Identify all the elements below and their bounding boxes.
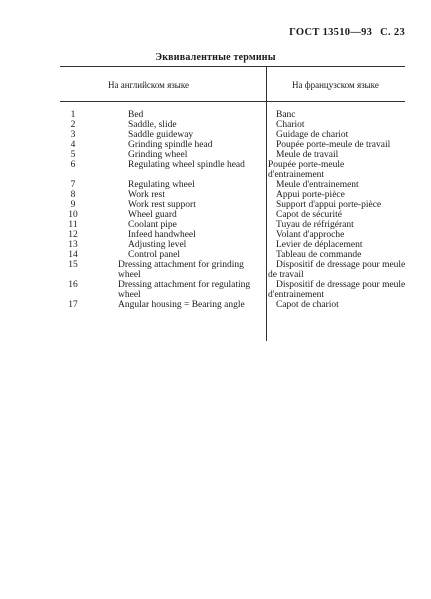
- term-english: Grinding spindle head: [128, 140, 213, 150]
- term-french: Poupée porte-meule de travail: [276, 140, 391, 150]
- row-number: 10: [68, 210, 78, 220]
- term-english: Dressing attachment for grinding wheel: [118, 260, 244, 280]
- column-header-english: На английском языке: [108, 80, 189, 90]
- term-english: Coolant pipe: [128, 220, 177, 230]
- term-english: Control panel: [128, 250, 180, 260]
- term-french: Dispositif de dressage pour meule d'entrainement: [268, 280, 406, 300]
- row-number: 14: [68, 250, 78, 260]
- row-number: 15: [68, 260, 78, 270]
- row-number: 5: [70, 150, 76, 160]
- row-number: 16: [68, 280, 78, 290]
- term-french: Tableau de commande: [276, 250, 362, 260]
- term-english: Wheel guard: [128, 210, 177, 220]
- section-title: Эквивалентные термины: [155, 52, 276, 63]
- term-french: Poupée porte-meule d'entrainement: [268, 160, 345, 180]
- row-number: 4: [70, 140, 76, 150]
- table-top-rule: [60, 66, 405, 67]
- term-english: Adjusting level: [128, 240, 187, 250]
- term-french: Tuyau de réfrigérant: [276, 220, 354, 230]
- term-french: Meule de travail: [276, 150, 339, 160]
- term-french: Support d'appui porte-pièce: [276, 200, 382, 210]
- term-french: Meule d'entrainement: [276, 180, 359, 190]
- term-english: Angular housing = Bearing angle: [118, 300, 245, 310]
- row-number: 2: [70, 120, 76, 130]
- page-header: [284, 27, 405, 38]
- column-header-french: На французском языке: [292, 80, 379, 90]
- term-english: Work rest: [128, 190, 165, 200]
- row-number: 12: [68, 230, 78, 240]
- row-number: 9: [70, 200, 76, 210]
- term-english: Dressing attachment for regulating wheel: [118, 280, 251, 300]
- row-number: 13: [68, 240, 78, 250]
- term-french: Appui porte-pièce: [276, 190, 345, 200]
- term-french: Capot de sécurité: [276, 210, 342, 220]
- term-french: Banc: [276, 110, 296, 120]
- table-header-rule: [60, 101, 405, 102]
- term-english: Bed: [128, 110, 144, 120]
- term-french: Guidage de chariot: [276, 130, 349, 140]
- term-english: Regulating wheel spindle head: [128, 160, 245, 170]
- row-number: 11: [68, 220, 78, 230]
- term-english: Grinding wheel: [128, 150, 188, 160]
- row-number: 7: [70, 180, 76, 190]
- term-english: Work rest support: [128, 200, 196, 210]
- term-english: Infeed handwheel: [128, 230, 196, 240]
- standard-number: ГОСТ 13510—93: [289, 27, 373, 38]
- term-french: Dispositif de dressage pour meule de travail: [268, 260, 406, 280]
- term-french: Volant d'approche: [276, 230, 345, 240]
- row-number: 8: [70, 190, 76, 200]
- row-number: 3: [70, 130, 76, 140]
- row-number: 1: [70, 110, 76, 120]
- column-divider: [266, 66, 267, 341]
- row-number: 6: [70, 160, 76, 170]
- term-french: Levier de déplacement: [276, 240, 363, 250]
- term-french: Chariot: [276, 120, 305, 130]
- term-english: Saddle guideway: [128, 130, 194, 140]
- page-number: С. 23: [380, 27, 405, 38]
- term-english: Saddle, slide: [128, 120, 177, 130]
- row-number: 17: [68, 300, 78, 310]
- term-english: Regulating wheel: [128, 180, 195, 190]
- term-french: Capot de chariot: [276, 300, 339, 310]
